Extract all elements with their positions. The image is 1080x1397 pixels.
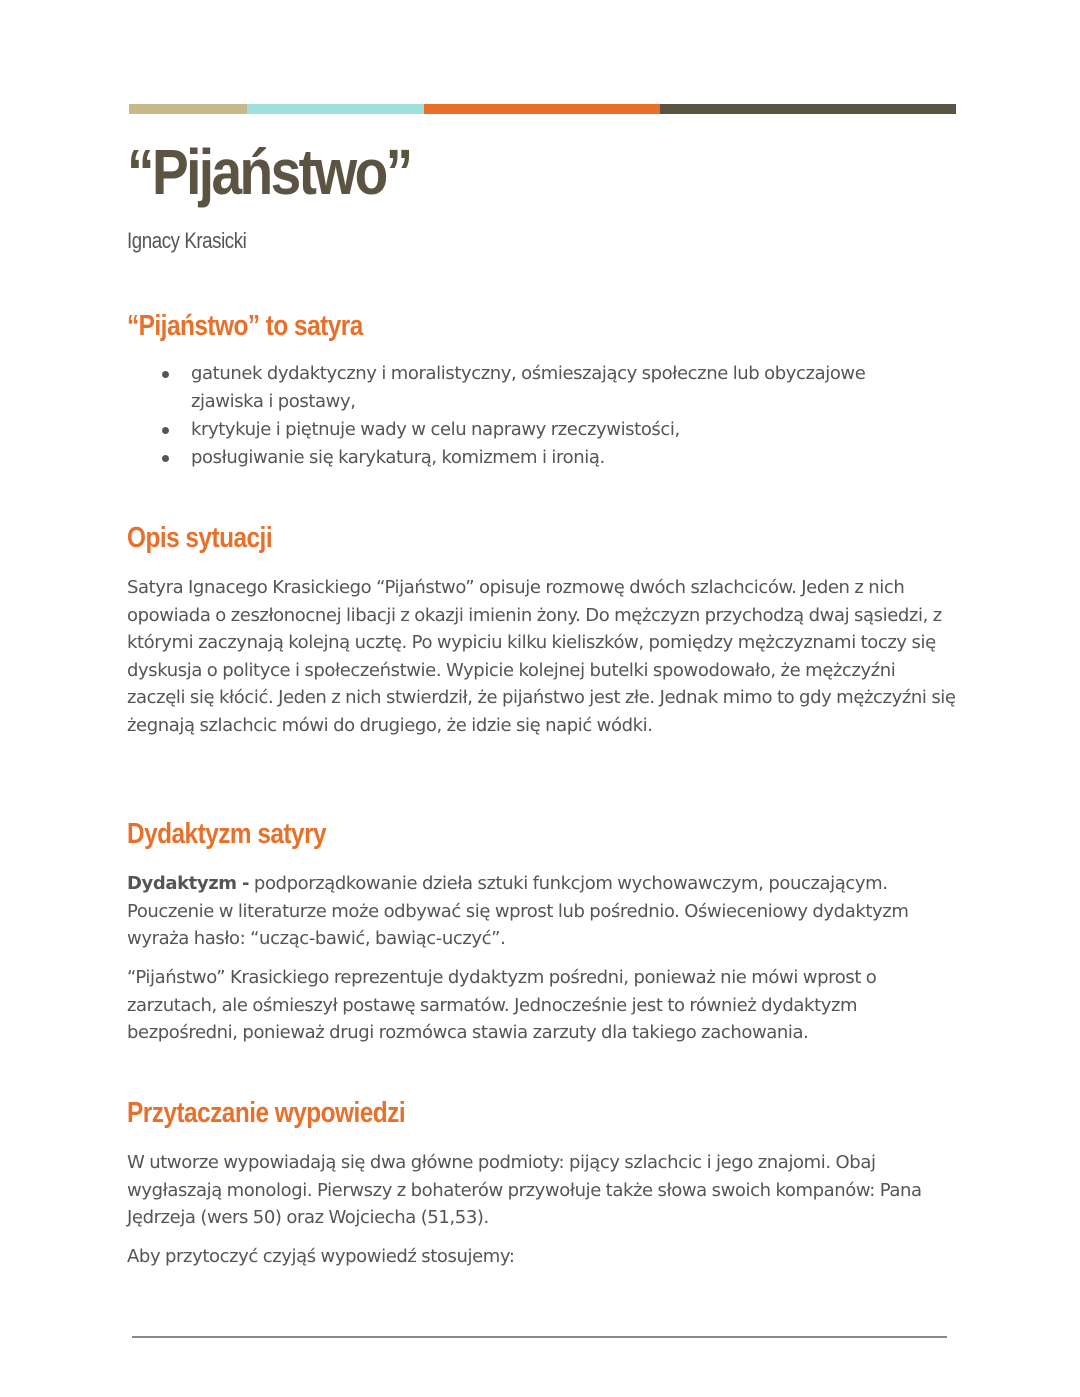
bullet-dot-icon (162, 455, 169, 462)
color-bar-segment-brown (660, 104, 956, 114)
color-bar-segment-orange (424, 104, 660, 114)
didacticism-definition-paragraph (127, 870, 957, 953)
list-item-text: krytykuje i piętnuje wady w celu naprawy rzeczywistości, (191, 419, 680, 440)
list-item (127, 444, 917, 472)
decorative-color-bar (129, 104, 956, 114)
list-item (127, 416, 917, 444)
section-heading-quotation: Przytaczanie wypowiedzi (127, 1097, 406, 1129)
bullet-dot-icon (162, 371, 169, 378)
color-bar-segment-tan (129, 104, 247, 114)
definition-term: Dydaktyzm - (127, 873, 250, 894)
satire-features-list (127, 360, 917, 472)
section-heading-situation: Opis sytuacji (127, 522, 273, 554)
footer-divider (132, 1336, 947, 1338)
list-item (127, 360, 917, 416)
definition-text: podporządkowanie dzieła sztuki funkcjom wychowawczym, pouczającym. Pouczenie w literaturze może odbywać się wprost lub pośrednio. Oświeceniowy dydaktyzm wyraża hasło: “ucząc-bawić, bawiąc-uczyć”. (127, 873, 909, 950)
didacticism-paragraph: “Pijaństwo” Krasickiego reprezentuje dydaktyzm pośredni, ponieważ nie mówi wprost o zarzutach, ale ośmieszył postawę sarmatów. Jednocześnie jest to również dydaktyzm bezpośredni, ponieważ drugi rozmówca stawia zarzuty dla takiego zachowania. (127, 967, 877, 1044)
section-heading-satire: “Pijaństwo” to satyra (127, 310, 363, 342)
quotation-paragraph: W utworze wypowiadają się dwa główne podmioty: pijący szlachcic i jego znajomi. Obaj wygłaszają monologi. Pierwszy z bohaterów przywołuje także słowa swoich kompanów: Pana Jędrzeja (wers 50) oraz Wojciecha (51,53). (127, 1152, 922, 1229)
bullet-dot-icon (162, 427, 169, 434)
situation-paragraph: Satyra Ignacego Krasickiego “Pijaństwo” opisuje rozmowę dwóch szlachciców. Jeden z nich opowiada o zeszłonocnej libacji z okazji imienin żony. Do mężczyzn przychodzą dwaj sąsiedzi, z którymi zaczynają kolejną ucztę. Po wypiciu kilku kieliszków, pomiędzy mężczyznami toczy się dyskusja o polityce i społeczeństwie. Wypicie kolejnej butelki spowodowało, że mężczyźni zaczęli się kłócić. Jeden z nich stwierdził, że pijaństwo jest złe. Jednak mimo to gdy mężczyźni się żegnają szlachcic mówi do drugiego, że idzie się napić wódki. (127, 577, 956, 736)
section-heading-didacticism: Dydaktyzm satyry (127, 818, 327, 850)
author-subtitle: Ignacy Krasicki (127, 228, 247, 253)
page-title: “Pijaństwo” (127, 136, 411, 208)
list-item-text: gatunek dydaktyczny i moralistyczny, ośmieszający społeczne lub obyczajowe zjawiska i postawy, (191, 363, 866, 412)
quotation-intro-paragraph: Aby przytoczyć czyjąś wypowiedź stosujemy: (127, 1246, 515, 1267)
color-bar-segment-aqua (247, 104, 424, 114)
list-item-text: posługiwanie się karykaturą, komizmem i ironią. (191, 447, 605, 468)
